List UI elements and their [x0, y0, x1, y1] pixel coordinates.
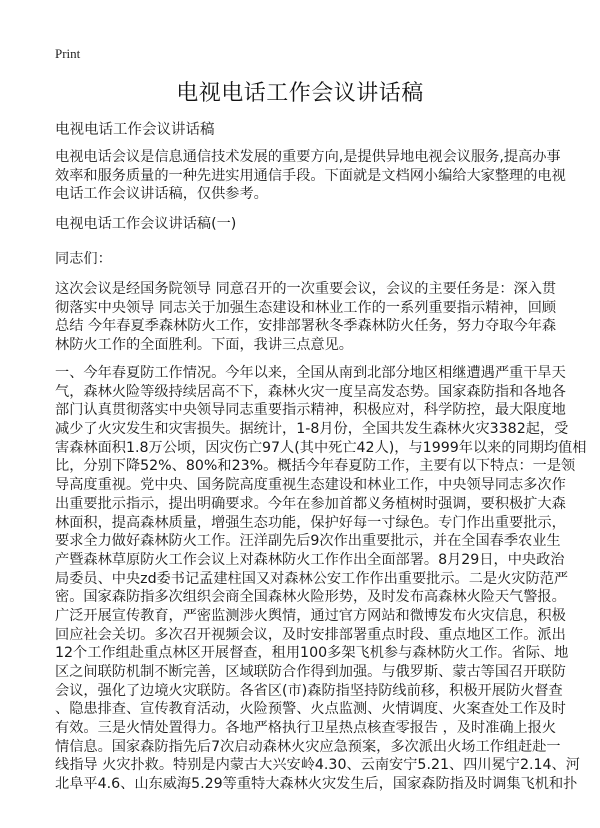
section-heading-text: 电视电话工作会议讲话稿(一) [55, 216, 237, 232]
paragraph-line: 总结 今年春夏季森林防火工作，安排部署秋冬季森林防火任务，努力夺取今年森 [55, 318, 557, 335]
paragraph-line: 要求全力做好森林防火工作。汪洋副先后9次作出重要批示，并在全国春季农业生 [55, 533, 561, 550]
paragraph-line: 区之间联防机制不断完善，区域联防合作得到加强。与俄罗斯、蒙古等国召开联防 [55, 664, 566, 680]
paragraph-line: 气，森林火险等级持续居高不下，森林火灾一度呈高发态势。国家森防指和各地各 [55, 383, 566, 400]
paragraph-line: 北阜平4.6、山东威海5.29等重特大森林火灾发生后，国家森防指及时调集飞机和扑 [55, 776, 578, 793]
paragraph-line: 比，分别下降52%、80%和23%。概括今年春夏防工作，主要有以下特点：一是领 [55, 458, 576, 475]
paragraph-line: 林面积，提高森林质量，增强生态功能，保护好每一寸绿色。专门作出重要批示， [55, 514, 566, 531]
paragraph-line: 12个工作组赴重点林区开展督查，租用100多架飞机参与森林防火工作。省际、地 [55, 645, 569, 662]
paragraph-line: 产暨森林草原防火工作会议上对森林防火工作作出全面部署。8月29日，中央政治 [55, 551, 565, 568]
paragraph-line: 减少了火灾发生和灾害损失。据统计，1-8月份，全国共发生森林火灾3382起，受 [55, 421, 569, 438]
paragraph-line: 密。国家森防指多次组织会商全国森林火险形势，及时发布高森林火险天气警报。 [55, 589, 566, 606]
paragraph-line: 一、今年春夏防工作情况。今年以来，全国从南到北部分地区相继遭遇严重干旱天 [55, 365, 566, 381]
intro-paragraph [55, 148, 566, 204]
paragraph-line: 害森林面积1.8万公顷，因灾伤亡97人(其中死亡42人)，与1999年以来的同期均值相 [55, 439, 587, 456]
paragraph-line: 线指导 火灾扑救。特别是内蒙古大兴安岭4.30、云南安宁5.21、四川冕宁2.14、河 [55, 757, 580, 774]
section-heading [55, 215, 555, 234]
document-title: 电视电话工作会议讲话稿 [176, 81, 424, 106]
opening-paragraph [55, 280, 555, 355]
paragraph-line: 回应社会关切。多次召开视频会议，及时安排部署重点时段、重点地区工作。派出 [55, 626, 566, 643]
paragraph-line: 、隐患排查、宣传教育活动，火险预警、火点监测、火情调度、火案查处工作及时 [55, 701, 566, 718]
document-subheading: 电视电话工作会议讲话稿 [55, 122, 215, 138]
paragraph-line: 部门认真贯彻落实中央领导同志重要指示精神，积极应对，科学防控，最大限度地 [55, 402, 566, 419]
paragraph-line: 局委员、中央zd委书记孟建柱国又对森林公安工作作出重要批示。二是火灾防范严 [55, 570, 569, 587]
paragraph-line: 导高度重视。党中央、国务院高度重视生态建设和林业工作，中央领导同志多次作 [55, 477, 566, 494]
paragraph-line: 广泛开展宣传教育，严密监测涉火舆情，通过官方网站和微博发布火灾信息，积极 [55, 607, 566, 624]
paragraph-line: 电视电话会议是信息通信技术发展的重要方向,是提供异地电视会议服务,提高办事 [55, 149, 561, 165]
paragraph-line: 有效。三是火情处置得力。各地严格执行卫星热点核查零报告 ，及时准确上报火 [55, 720, 557, 737]
greeting-text: 同志们： [55, 251, 112, 267]
paragraph-line: 会议，强化了边境火灾联防。各省区(市)森防指坚持防线前移，积极开展防火督查 [55, 682, 563, 699]
greeting [55, 250, 555, 269]
print-link[interactable]: Print [55, 46, 81, 61]
paragraph-line: 彻落实中央领导 同志关于加强生态建设和林业工作的一系列重要指示精神，回顾 [55, 299, 557, 316]
paragraph-line: 这次会议是经国务院领导 同意召开的一次重要会议，会议的主要任务是：深入贯 [55, 281, 557, 297]
paragraph-line: 效率和服务质量的一种先进实用通信手段。下面就是文档网小编给大家整理的电视 [55, 167, 566, 184]
paragraph-line: 林防火工作的全面胜利。下面，我讲三点意见。 [55, 337, 353, 354]
paragraph-line: 情信息。国家森防指先后7次启动森林火灾应急预案，多次派出火场工作组赶赴一 [55, 738, 561, 755]
section1-paragraph [55, 364, 587, 794]
paragraph-line: 电话工作会议讲话稿，仅供参考。 [55, 186, 268, 203]
paragraph-line: 出重要批示指示，提出明确要求。今年在参加首都义务植树时强调，要积极扩大森 [55, 495, 566, 512]
